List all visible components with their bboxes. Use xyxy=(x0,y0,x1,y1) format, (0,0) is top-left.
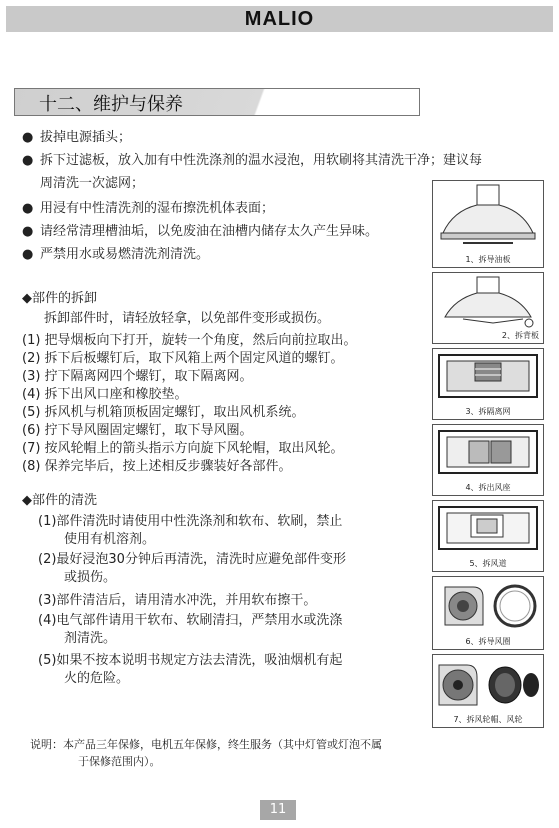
disassembly-step: (5) 拆风机与机箱顶板固定螺钉，取出风机系统。 xyxy=(22,405,305,420)
cleaning-line: 剂清洗。 xyxy=(64,631,117,646)
figure-5 xyxy=(432,500,544,572)
disassembly-heading: ◆部件的拆卸 xyxy=(22,291,97,306)
hood-oil-tray-drawing xyxy=(433,181,543,253)
page-number: 11 xyxy=(260,800,296,820)
cleaning-line: (5)如果不按本说明书规定方法去清洗，吸油烟机有起 xyxy=(38,653,343,668)
section-title-bar xyxy=(14,88,420,116)
cleaning-heading: ◆部件的清洗 xyxy=(22,493,97,508)
disassembly-step: (1) 把导烟板向下打开，旋转一个角度，然后向前拉取出。 xyxy=(22,333,357,348)
figure-caption: 3、拆隔离网 xyxy=(465,407,511,416)
figure-caption: 4、拆出风座 xyxy=(465,483,511,492)
isolation-net-drawing xyxy=(433,349,543,405)
page-header xyxy=(6,6,553,32)
air-outlet-seat-drawing xyxy=(433,425,543,481)
figure-3 xyxy=(432,348,544,420)
disassembly-step: (3) 拧下隔离网四个螺钉，取下隔离网。 xyxy=(22,369,253,384)
air-duct-drawing xyxy=(433,501,543,557)
figure-caption: 7、拆风轮帽、风轮 xyxy=(453,715,523,724)
figure-caption: 2、拆背板 xyxy=(501,331,539,340)
figure-7 xyxy=(432,654,544,728)
disassembly-step: (4) 拆下出风口座和橡胶垫。 xyxy=(22,387,188,402)
figure-caption: 1、拆导油板 xyxy=(465,255,511,264)
disassembly-step: (8) 保养完毕后，按上述相反步骤装好各部件。 xyxy=(22,459,292,474)
cleaning-line: (1)部件清洗时请使用中性洗涤剂和软布、软刷，禁止 xyxy=(38,514,343,529)
cleaning-line: 或损伤。 xyxy=(64,570,117,585)
disassembly-step: (6) 拧下导风圈固定螺钉，取下导风圈。 xyxy=(22,423,253,438)
figure-4 xyxy=(432,424,544,496)
figure-6 xyxy=(432,576,544,650)
cleaning-line: 火的危险。 xyxy=(64,671,130,686)
disassembly-step: (7) 按风轮帽上的箭头指示方向旋下风轮帽，取出风轮。 xyxy=(22,441,344,456)
cleaning-line: (2)最好浸泡30分钟后再清洗，清洗时应避免部件变形 xyxy=(38,552,346,567)
disassembly-step: (2) 拆下后板螺钉后，取下风箱上两个固定风道的螺钉。 xyxy=(22,351,344,366)
warranty-note-cont: 于保修范围内）。 xyxy=(78,755,161,768)
cleaning-line: (3)部件清洁后，请用清水冲洗，并用软布擦干。 xyxy=(38,593,317,608)
air-guide-ring-drawing xyxy=(433,577,543,635)
figure-1 xyxy=(432,180,544,268)
cleaning-line: (4)电气部件请用干软布、软刷清扫，严禁用水或洗涤 xyxy=(38,613,343,628)
section-title: 十二、维护与保养 xyxy=(39,94,183,115)
hood-back-panel-drawing xyxy=(433,273,543,331)
figure-caption: 6、拆导风圈 xyxy=(465,637,511,646)
brand-logo: MALIO xyxy=(244,7,315,30)
disassembly-intro: 拆卸部件时，请轻放轻拿，以免部件变形或损伤。 xyxy=(44,311,331,326)
cleaning-line: 使用有机溶剂。 xyxy=(64,532,156,547)
figure-caption: 5、拆风道 xyxy=(469,559,507,568)
fan-wheel-cap-drawing xyxy=(433,655,543,713)
figure-2 xyxy=(432,272,544,344)
warranty-note: 说明：本产品三年保修，电机五年保修，终生服务（其中灯管或灯泡不属 xyxy=(30,738,382,751)
